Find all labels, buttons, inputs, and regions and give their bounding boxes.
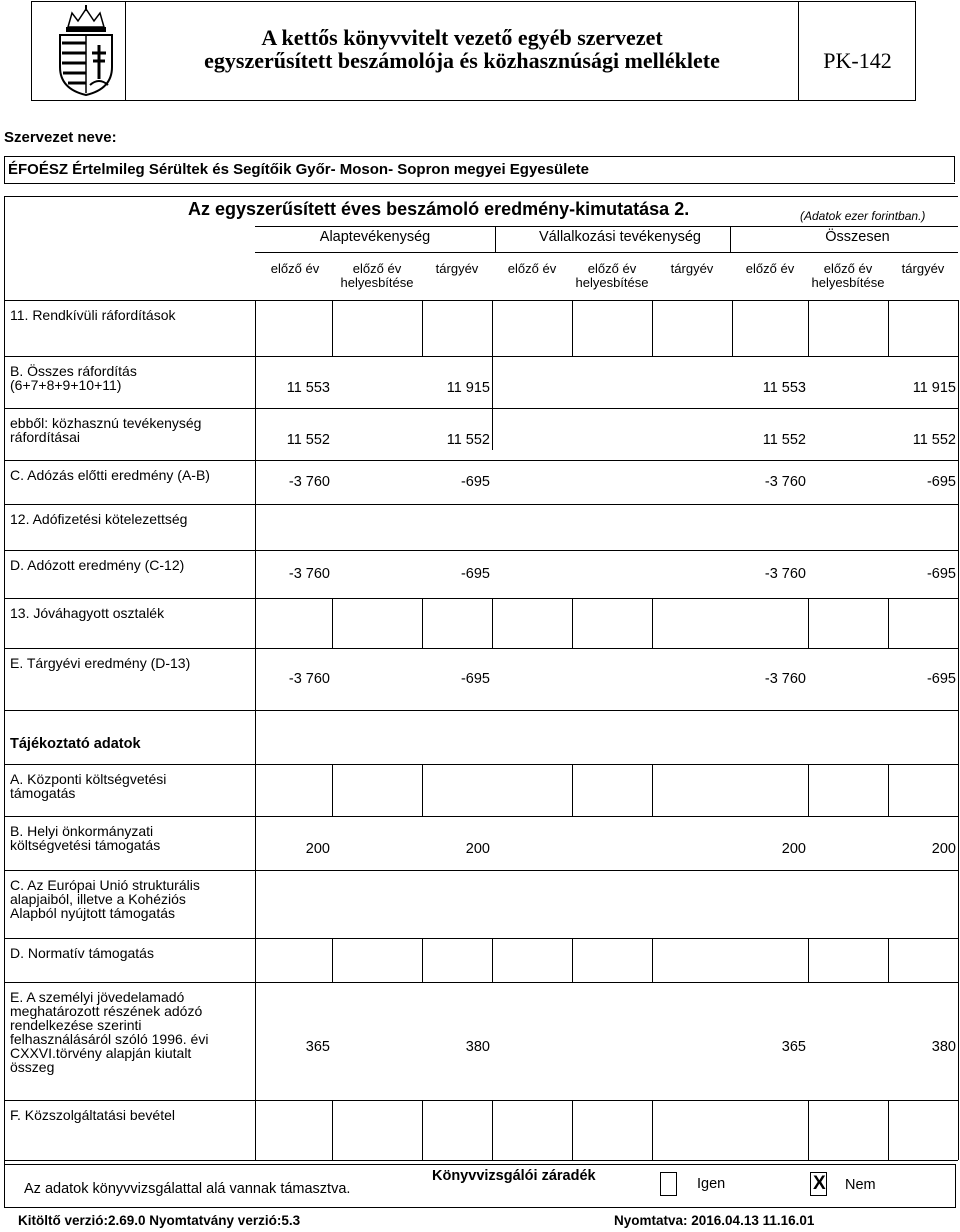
grid-divider <box>888 938 889 982</box>
table-row-value: -3 760 <box>288 671 330 687</box>
grid-divider <box>652 300 653 356</box>
org-name-field: ÉFOÉSZ Értelmileg Sérültek és Segítőik Győr- Moson- Sopron megyei Egyesülete <box>8 161 589 178</box>
table-row-line <box>4 408 958 409</box>
group-divider-1 <box>495 226 496 252</box>
grid-divider <box>888 300 889 356</box>
info-row-label: meghatározott részének adózó <box>10 1003 203 1019</box>
info-row-value: 200 <box>465 841 490 857</box>
table-row-line <box>4 598 958 599</box>
table-row-line <box>4 870 958 871</box>
info-row-label: F. Közszolgáltatási bevétel <box>10 1107 175 1123</box>
group-osszesen: Összesen <box>825 229 890 245</box>
grid-divider <box>572 764 573 816</box>
grid-divider <box>492 1100 493 1160</box>
table-row-line <box>4 300 958 301</box>
grid-divider <box>652 1100 653 1160</box>
grid-divider <box>732 300 733 356</box>
label-column-divider <box>255 300 256 1160</box>
grid-divider <box>958 300 959 1160</box>
table-row-value: -3 760 <box>764 474 806 490</box>
grid-divider <box>422 764 423 816</box>
coat-of-arms-logo <box>50 5 122 97</box>
page-title-line1: A kettős könyvvitelt vezető egyéb szervezet <box>261 25 663 50</box>
col-header-current-year: tárgyév <box>435 261 479 276</box>
info-row-label: felhasználásáról szóló 1996. évi <box>10 1031 209 1047</box>
info-row-value: 200 <box>931 841 956 857</box>
info-row-label: támogatás <box>10 785 76 801</box>
grid-divider <box>422 1100 423 1160</box>
grid-divider <box>332 1100 333 1160</box>
info-row-value: 200 <box>305 841 330 857</box>
table-row-label: 13. Jóváhagyott osztalék <box>10 605 165 621</box>
audit-no-label: Nem <box>845 1177 876 1193</box>
info-row-label: Alapból nyújtott támogatás <box>10 905 175 921</box>
grid-divider <box>332 938 333 982</box>
grid-divider <box>422 938 423 982</box>
table-row-value: -3 760 <box>764 566 806 582</box>
table-row-line <box>4 460 958 461</box>
grid-divider <box>422 598 423 648</box>
table-row-value: 11 553 <box>286 380 330 396</box>
table-row-value: -695 <box>460 671 490 687</box>
audit-no-mark: X <box>813 1173 826 1194</box>
table-row-label: (6+7+8+9+10+11) <box>10 377 122 393</box>
table-row-line <box>4 504 958 505</box>
table-row-line <box>4 550 958 551</box>
table-row-value: -3 760 <box>764 671 806 687</box>
info-row-label: alapjaiból, illetve a Kohéziós <box>10 891 186 907</box>
table-row-value: -3 760 <box>288 474 330 490</box>
grid-divider <box>572 598 573 648</box>
grid-divider <box>652 938 653 982</box>
table-row-value: 11 552 <box>912 432 956 448</box>
info-row-label: E. A személyi jövedelamadó <box>10 989 185 1005</box>
col-header-prev-year: előző év <box>745 261 795 276</box>
col-header-adjustment-sub: helyesbítése <box>811 275 885 290</box>
grid-divider <box>492 300 493 450</box>
col-header-current-year: tárgyév <box>901 261 945 276</box>
info-row-value: 380 <box>465 1039 490 1055</box>
col-header-prev-year: előző év <box>270 261 320 276</box>
table-row-value: -695 <box>926 474 956 490</box>
subheader-line <box>255 252 958 253</box>
group-divider-2 <box>730 226 731 252</box>
group-alaptevekenyseg: Alaptevékenység <box>319 229 431 245</box>
grid-divider <box>332 764 333 816</box>
info-row-label: C. Az Európai Unió strukturális <box>10 877 200 893</box>
info-row-label: B. Helyi önkormányzati <box>10 823 154 839</box>
section-title: Az egyszerűsített éves beszámoló eredmény-kimutatása 2. <box>188 199 690 219</box>
table-row-value: 11 915 <box>912 380 956 396</box>
audit-yes-checkbox[interactable] <box>660 1172 677 1196</box>
table-row-line <box>4 764 958 765</box>
info-row-label: D. Normatív támogatás <box>10 945 154 961</box>
table-row-label: ebből: közhasznú tevékenység <box>10 415 202 431</box>
audit-no-checkbox[interactable] <box>810 1172 827 1196</box>
grid-divider <box>572 300 573 356</box>
table-row-value: 11 552 <box>446 432 490 448</box>
table-row-line <box>4 648 958 649</box>
table-row-line <box>4 938 958 939</box>
page-title-line2: egyszerűsített beszámolója és közhasznúsági melléklete <box>204 48 720 73</box>
table-row-value: -695 <box>926 566 956 582</box>
table-row-label: 12. Adófizetési kötelezettség <box>10 511 188 527</box>
audit-yes-label: Igen <box>697 1176 726 1192</box>
table-row-value: 11 915 <box>446 380 490 396</box>
group-vallalkozasi: Vállalkozási tevékenység <box>538 229 701 245</box>
footer-versions: Kitöltő verzió:2.69.0 Nyomtatvány verzió:5.3 <box>18 1213 301 1228</box>
grid-divider <box>888 1100 889 1160</box>
table-row-line <box>4 816 958 817</box>
table-row-line <box>4 1100 958 1101</box>
grid-divider <box>422 300 423 356</box>
col-header-adjustment-sub: helyesbítése <box>575 275 649 290</box>
grid-divider <box>332 300 333 356</box>
info-row-value: 365 <box>781 1039 806 1055</box>
table-row-label: B. Összes ráfordítás <box>10 363 137 379</box>
table-row-line <box>4 1160 958 1161</box>
section-top-line <box>4 196 958 197</box>
grid-divider <box>652 764 653 816</box>
table-row-line <box>4 982 958 983</box>
grid-divider <box>652 598 653 648</box>
org-name-label: Szervezet neve: <box>4 129 117 146</box>
audit-statement: Az adatok könyvvizsgálattal alá vannak támasztva. <box>24 1181 351 1197</box>
col-header-prev-year-adjustment: előző év <box>587 261 637 276</box>
table-row-value: -695 <box>460 566 490 582</box>
info-row-label: összeg <box>10 1059 55 1075</box>
info-row-value: 365 <box>305 1039 330 1055</box>
grid-divider <box>332 598 333 648</box>
col-header-prev-year-adjustment: előző év <box>823 261 873 276</box>
audit-title: Könyvvizsgálói záradék <box>432 1168 596 1184</box>
table-row-line <box>4 710 958 711</box>
grid-divider <box>888 764 889 816</box>
grid-divider <box>492 598 493 648</box>
grid-divider <box>808 764 809 816</box>
table-row-label: E. Tárgyévi eredmény (D-13) <box>10 655 191 671</box>
col-header-adjustment-sub: helyesbítése <box>340 275 414 290</box>
grid-divider <box>808 300 809 356</box>
table-row-value: 11 553 <box>762 380 806 396</box>
table-row-label: ráfordításai <box>10 429 81 445</box>
info-row-label: CXXVI.törvény alapján kiutalt <box>10 1045 192 1061</box>
table-row-value: -695 <box>460 474 490 490</box>
info-row-label: rendelkezése szerinti <box>10 1017 142 1033</box>
org-name-frame-end <box>954 156 955 182</box>
table-row-label: C. Adózás előtti eredmény (A-B) <box>10 467 210 483</box>
table-row-value: 11 552 <box>762 432 806 448</box>
grid-divider <box>572 938 573 982</box>
info-row-label: A. Központi költségvetési <box>10 771 167 787</box>
col-header-prev-year: előző év <box>507 261 557 276</box>
info-row-value: 200 <box>781 841 806 857</box>
col-header-current-year: tárgyév <box>670 261 714 276</box>
info-row-value: 380 <box>931 1039 956 1055</box>
unit-note: (Adatok ezer forintban.) <box>800 209 926 223</box>
info-heading: Tájékoztató adatok <box>10 736 141 752</box>
table-row-label: D. Adózott eredmény (C-12) <box>10 557 185 573</box>
grid-divider <box>808 1100 809 1160</box>
grid-divider <box>808 938 809 982</box>
footer-printed: Nyomtatva: 2016.04.13 11.16.01 <box>614 1213 815 1228</box>
grid-divider <box>492 938 493 982</box>
col-header-prev-year-adjustment: előző év <box>352 261 402 276</box>
section-left-line <box>4 196 5 1208</box>
table-row-value: -3 760 <box>288 566 330 582</box>
info-row-label: költségvetési támogatás <box>10 837 161 853</box>
grid-divider <box>808 598 809 648</box>
table-row-value: -695 <box>926 671 956 687</box>
table-row-line <box>4 356 958 357</box>
grid-divider <box>572 1100 573 1160</box>
form-code: PK-142 <box>823 48 892 73</box>
grid-divider <box>888 598 889 648</box>
group-header-line <box>255 226 958 227</box>
table-row-label: 11. Rendkívüli ráfordítások <box>10 307 176 323</box>
table-row-value: 11 552 <box>286 432 330 448</box>
